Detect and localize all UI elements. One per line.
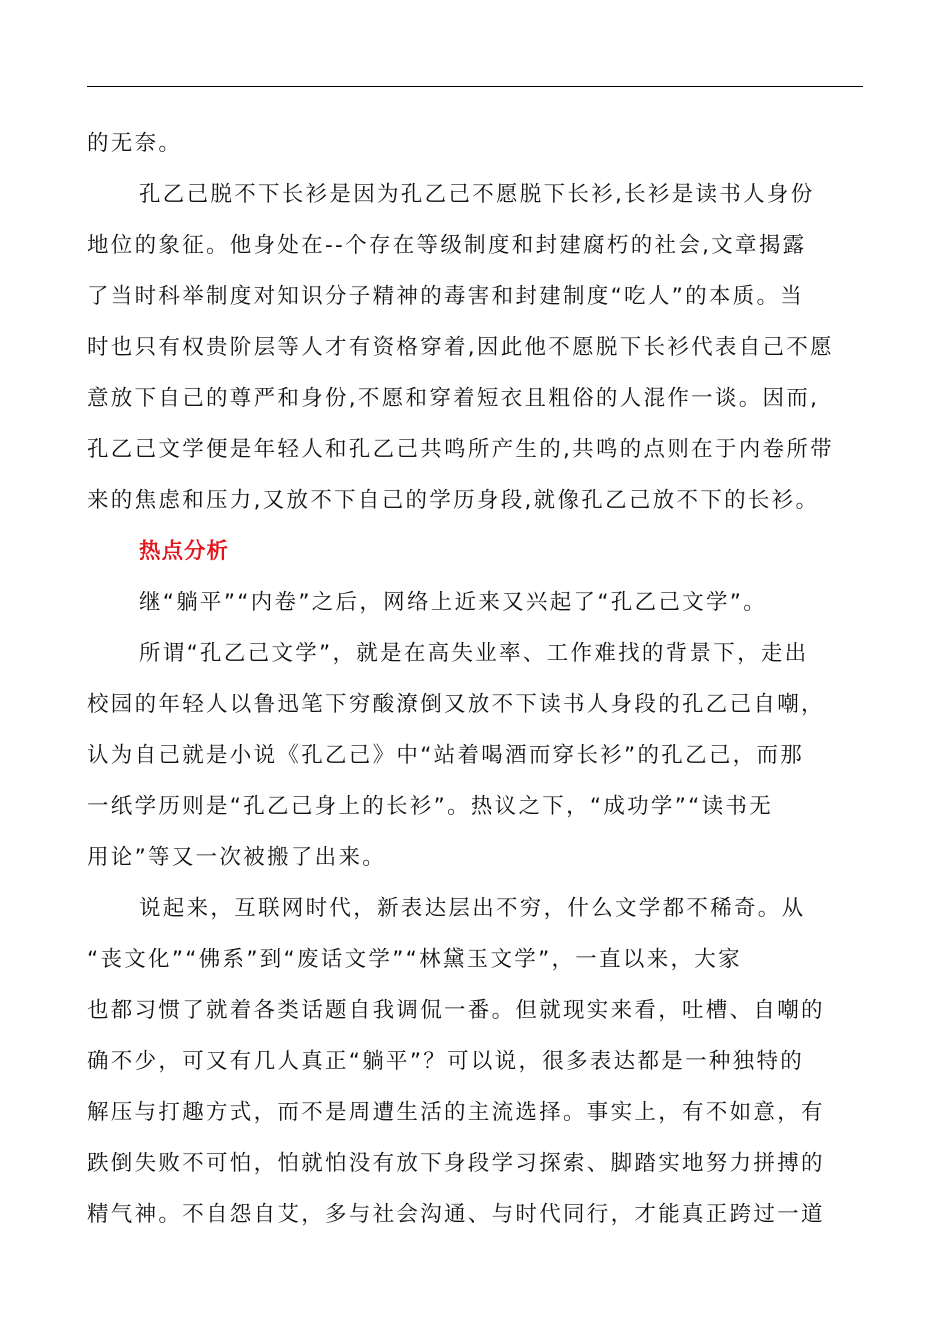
- paragraph-2-line: 孔乙己文学便是年轻人和孔乙己共鸣所产生的,共鸣的点则在于内卷所带: [87, 437, 834, 462]
- paragraph-5-line: 说起来，互联网时代，新表达层出不穷，什么文学都不稀奇。从: [139, 896, 806, 921]
- paragraph-5-line: 确不少，可又有几人真正“躺平”？可以说，很多表达都是一种独特的: [87, 1049, 805, 1074]
- paragraph-4-line: 用论”等又一次被搬了出来。: [87, 845, 387, 870]
- paragraph-5-line: 跌倒失败不可怕，怕就怕没有放下身段学习探索、脚踏实地努力拼搏的: [87, 1151, 825, 1176]
- paragraph-4-line: 认为自己就是小说《孔乙己》中“站着喝酒而穿长衫”的孔乙己，而那: [87, 743, 805, 768]
- paragraph-4-line: 一纸学历则是“孔乙己身上的长衫”。热议之下，“成功学”“读书无: [87, 794, 773, 819]
- paragraph-4-line: 校园的年轻人以鲁迅笔下穷酸潦倒又放不下读书人身段的孔乙己自嘲，: [87, 692, 825, 717]
- paragraph-2-line: 孔乙己脱不下长衫是因为孔乙己不愿脱下长衫,长衫是读书人身份: [139, 182, 815, 207]
- paragraph-5-line: “丧文化”“佛系”到“废话文学”“林黛玉文学”，一直以来，大家: [87, 947, 742, 972]
- paragraph-2-line: 来的焦虑和压力,又放不下自己的学历身段,就像孔乙己放不下的长衫。: [87, 488, 820, 513]
- paragraph-2-line: 意放下自己的尊严和身份,不愿和穿着短衣且粗俗的人混作一谈。因而,: [87, 386, 820, 411]
- paragraph-3-line: 继“躺平”“内卷”之后，网络上近来又兴起了“孔乙己文学”。: [139, 590, 768, 615]
- paragraph-2-line: 时也只有权贵阶层等人才有资格穿着,因此他不愿脱下长衫代表自己不愿: [87, 335, 834, 360]
- section-heading: 热点分析: [139, 539, 230, 564]
- header-rule: [87, 86, 863, 87]
- paragraph-2-line: 了当时科举制度对知识分子精神的毒害和封建制度“吃人”的本质。当: [87, 284, 805, 309]
- paragraph-4-line: 所谓“孔乙己文学”，就是在高失业率、工作难找的背景下，走出: [139, 641, 809, 666]
- paragraph-1-line: 的无奈。: [87, 131, 183, 156]
- paragraph-2-line: 地位的象征。他身处在--个存在等级制度和封建腐朽的社会,文章揭露: [87, 233, 807, 258]
- paragraph-5-line: 解压与打趣方式，而不是周遭生活的主流选择。事实上，有不如意，有: [87, 1100, 825, 1125]
- body-text: [87, 118, 865, 1240]
- paragraph-5-line: 也都习惯了就着各类话题自我调侃一番。但就现实来看，吐槽、自嘲的: [87, 998, 825, 1023]
- paragraph-5-line: 精气神。不自怨自艾，多与社会沟通、与时代同行，才能真正跨过一道: [87, 1202, 825, 1227]
